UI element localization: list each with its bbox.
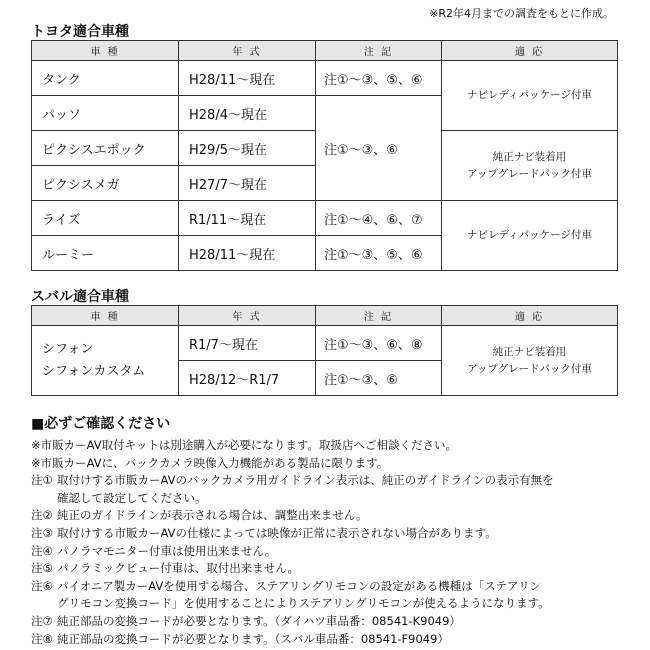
note-cell: 注①〜③、⑤、⑥	[316, 61, 442, 96]
adapt-cell	[442, 131, 618, 201]
confirm-section-title: ■必ずご確認ください	[31, 416, 171, 432]
note-tag: 注①	[31, 473, 53, 488]
note-text: 取付けする市販カーAVのバックカメラ用ガイドライン表示は、純正のガイドラインの表示有無を	[57, 473, 554, 488]
year-cell: R1/7〜現在	[179, 326, 316, 361]
subaru-compat-table	[31, 305, 618, 396]
note-tag	[31, 595, 57, 613]
year-cell: R1/11〜現在	[179, 201, 316, 236]
note-text: 純正のガイドラインが表示される場合は、調整出来ません。	[57, 508, 368, 523]
adapt-cell: ナビレディパッケージ付車	[442, 201, 618, 271]
year-cell: H28/12〜R1/7	[179, 361, 316, 396]
note-tag: 注②	[31, 508, 53, 523]
note-cell: 注①〜③、⑥、⑧	[316, 326, 442, 361]
year-cell: H28/4〜現在	[179, 96, 316, 131]
note-cell: 注①〜③、⑤、⑥	[316, 236, 442, 271]
note-tag: 注④	[31, 543, 53, 558]
list-item	[31, 578, 631, 596]
model-cell: ピクシスメガ	[32, 166, 179, 201]
note-text: 市販カーAV取付キットは別途購入が必要になります。取扱店へご相談ください。	[40, 438, 457, 452]
table-header-row	[32, 41, 618, 61]
table-row	[32, 326, 618, 361]
model-cell	[32, 326, 179, 396]
model-line: シフォン	[42, 341, 94, 357]
header-note: 注 記	[316, 41, 442, 61]
list-item	[31, 472, 631, 490]
note-tag: 注⑥	[31, 578, 53, 593]
table-row	[32, 201, 618, 236]
list-item	[31, 560, 631, 578]
note-tag: 注③	[31, 525, 53, 540]
model-cell: ピクシスエポック	[32, 131, 179, 166]
note-cell: 注①〜④、⑥、⑦	[316, 201, 442, 236]
year-cell: H29/5〜現在	[179, 131, 316, 166]
header-model: 車 種	[32, 41, 179, 61]
toyota-compat-table	[31, 40, 618, 271]
note-text: パノラマモニター付車は使用出来ません。	[57, 543, 277, 558]
header-year: 年 式	[179, 41, 316, 61]
note-text: 取付けする市販カーAVの仕様によっては映像が正常に表示されない場合があります。	[57, 525, 497, 540]
list-item	[31, 455, 631, 473]
model-line: シフォンカスタム	[42, 363, 146, 379]
note-tag	[31, 490, 57, 508]
list-item	[31, 595, 631, 613]
note-text: パノラミックビュー付車は、取付出来ません。	[57, 561, 299, 576]
year-cell: H27/7〜現在	[179, 166, 316, 201]
header-adapt: 適 応	[442, 41, 618, 61]
note-text: グリモコン変換コード」を使用することによりステアリングリモコンが使えるようになります。	[57, 596, 550, 611]
list-item	[31, 631, 631, 649]
note-text: パイオニア製カーAVを使用する場合、ステアリングリモコンの設定がある機種は「ステアリン	[57, 578, 542, 593]
table-header-row	[32, 306, 618, 326]
adapt-cell	[442, 326, 618, 396]
note-cell: 注①〜③、⑥	[316, 361, 442, 396]
list-item	[31, 507, 631, 525]
note-cell-merged: 注①〜③、⑥	[316, 96, 442, 201]
model-cell: パッソ	[32, 96, 179, 131]
table-row	[32, 61, 618, 96]
model-cell: ルーミー	[32, 236, 179, 271]
list-item	[31, 543, 631, 561]
note-text: 純正部品の変換コードが必要となります。（スバル車品番：08541-F9049）	[57, 631, 449, 646]
note-text: 市販カーAVに、バックカメラ映像入力機能がある製品に限ります。	[40, 455, 389, 470]
survey-date-note: ※R2年4月までの調査をもとに作成。	[429, 7, 614, 20]
header-model: 車 種	[32, 306, 179, 326]
adapt-cell: ナビレディパッケージ付車	[442, 61, 618, 131]
list-item	[31, 613, 631, 631]
list-item	[31, 525, 631, 543]
note-tag: 注⑤	[31, 561, 53, 576]
header-year: 年 式	[179, 306, 316, 326]
adapt-line: アップグレードパック付車	[467, 167, 592, 180]
note-tag: 注⑧	[31, 631, 53, 646]
year-cell: H28/11〜現在	[179, 61, 316, 96]
note-tag: ※	[31, 438, 41, 452]
adapt-line: アップグレードパック付車	[467, 362, 592, 375]
note-tag: 注⑦	[31, 613, 53, 628]
list-item	[31, 490, 631, 508]
adapt-line: 純正ナビ装着用	[492, 345, 567, 358]
note-tag: ※	[31, 455, 41, 470]
header-note: 注 記	[316, 306, 442, 326]
list-item	[31, 437, 631, 455]
notes-list	[31, 437, 631, 648]
model-cell: タンク	[32, 61, 179, 96]
adapt-line: 純正ナビ装着用	[492, 150, 567, 163]
model-cell: ライズ	[32, 201, 179, 236]
subaru-section-title: スバル適合車種	[31, 289, 129, 305]
header-adapt: 適 応	[442, 306, 618, 326]
note-text: 確認して設定してください。	[57, 490, 207, 505]
toyota-section-title: トヨタ適合車種	[31, 24, 129, 40]
year-cell: H28/11〜現在	[179, 236, 316, 271]
note-text: 純正部品の変換コードが必要となります。（ダイハツ車品番：08541-K9049）	[57, 613, 461, 628]
